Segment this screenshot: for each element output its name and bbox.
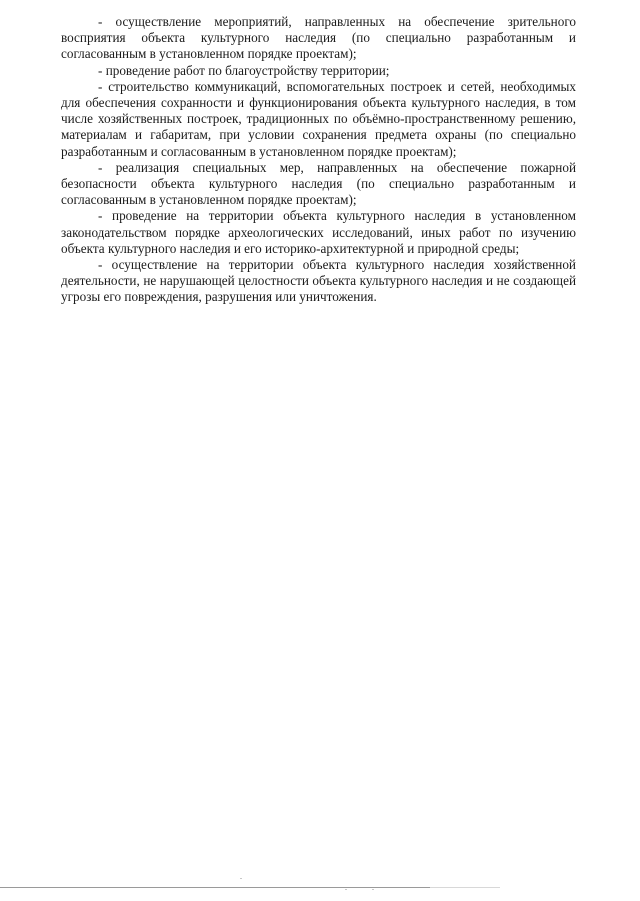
paragraph-economic-activity: - осуществление на территории объекта культурного наследия хозяйственной деятельности, не нарушающей целостности объекта культурного наследия и не создающей угрозы его повреждения, разрушения или уничтожения. bbox=[61, 257, 576, 305]
scan-edge-line-faint bbox=[430, 887, 500, 888]
paragraph-landscaping: - проведение работ по благоустройству территории; bbox=[98, 62, 390, 78]
scan-edge-line bbox=[0, 887, 430, 888]
paragraph-visual-perception: - осуществление мероприятий, направленных на обеспечение зрительного восприятия объекта культурного наследия (по специально разработанным и согласованным в установленном порядке проектам); bbox=[61, 14, 576, 62]
document-body bbox=[61, 14, 576, 306]
scan-speck bbox=[372, 889, 374, 890]
scan-speck bbox=[345, 889, 347, 890]
paragraph-fire-safety: - реализация специальных мер, направленных на обеспечение пожарной безопасности объекта культурного наследия (по специально разработанным и согласованным в установленном порядке проектам); bbox=[61, 159, 576, 208]
scan-speck bbox=[240, 878, 242, 879]
paragraph-archaeology: - проведение на территории объекта культурного наследия в установленном законодательством порядке археологических исследований, иных работ по изучению объекта культурного наследия и его историко-архитектурной и природной среды; bbox=[61, 208, 576, 256]
paragraph-construction: - строительство коммуникаций, вспомогательных построек и сетей, необходимых для обеспечения сохранности и функционирования объекта культурного наследия, в том числе хозяйственных построек, традиционных по объёмно-пространственному решению, материалам и габаритам, при условии сохранения предмета охраны (по специально разработанным и согласованным в установленном порядке проектам); bbox=[61, 78, 576, 159]
